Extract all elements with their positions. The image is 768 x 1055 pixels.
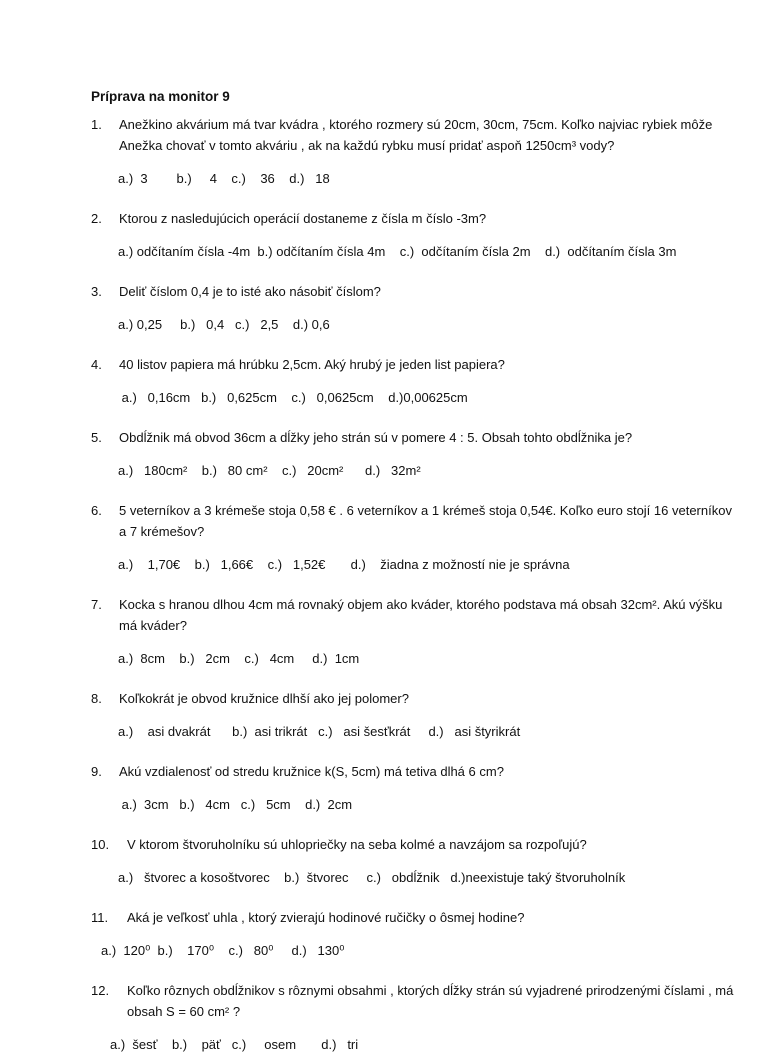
question-number: 3. (91, 284, 102, 299)
answers-3: a.) 0,25 b.) 0,4 c.) 2,5 d.) 0,6 (118, 317, 330, 332)
question-text: Deliť číslom 0,4 je to isté ako násobiť číslom? (119, 284, 381, 299)
question-9 (91, 761, 738, 782)
question-5 (91, 427, 738, 448)
question-number: 10. (91, 837, 110, 852)
answers-8: a.) asi dvakrát b.) asi trikrát c.) asi šesťkrát d.) asi štyrikrát (118, 724, 521, 739)
question-number: 8. (91, 691, 102, 706)
question-text: 40 listov papiera má hrúbku 2,5cm. Aký hrubý je jeden list papiera? (119, 357, 505, 372)
document-title: Príprava na monitor 9 (91, 89, 230, 104)
question-6 (91, 500, 738, 542)
question-text: Obdĺžnik má obvod 36cm a dĺžky jeho strán sú v pomere 4 : 5. Obsah tohto obdĺžnika je? (119, 430, 633, 445)
question-7 (91, 594, 738, 636)
question-number: 11. (91, 910, 109, 925)
question-text: Anežkino akvárium má tvar kvádra , ktorého rozmery sú 20cm, 30cm, 75cm. Koľko najviac rybiek môže Anežka chovať v tomto akváriu , ak na každú rybku musí pridať aspoň 1250cm³ vody? (119, 117, 713, 153)
question-text: Aká je veľkosť uhla , ktorý zvierajú hodinové ručičky o ôsmej hodine? (127, 910, 525, 925)
question-text: Koľkokrát je obvod kružnice dlhší ako jej polomer? (119, 691, 409, 706)
question-4 (91, 354, 738, 375)
answers-9: a.) 3cm b.) 4cm c.) 5cm d.) 2cm (118, 797, 353, 812)
answers-11: a.) 120⁰ b.) 170⁰ c.) 80⁰ d.) 130⁰ (101, 943, 345, 958)
question-text: Kocka s hranou dlhou 4cm má rovnaký objem ako kváder, ktorého podstava má obsah 32cm². Akú výšku má kváder? (119, 597, 723, 633)
answers-1: a.) 3 b.) 4 c.) 36 d.) 18 (118, 171, 330, 186)
answers-5: a.) 180cm² b.) 80 cm² c.) 20cm² d.) 32m² (118, 463, 421, 478)
question-12 (91, 980, 738, 1022)
answers-2: a.) odčítaním čísla -4m b.) odčítaním čísla 4m c.) odčítaním čísla 2m d.) odčítaním čísla 3m (118, 244, 677, 259)
answers-6: a.) 1,70€ b.) 1,66€ c.) 1,52€ d.) žiadna z možností nie je správna (118, 557, 570, 572)
answers-10: a.) štvorec a kosoštvorec b.) štvorec c.) obdĺžnik d.)neexistuje taký štvoruholník (118, 870, 626, 885)
question-3 (91, 281, 738, 302)
question-number: 9. (91, 764, 102, 779)
question-1 (91, 114, 738, 156)
question-number: 12. (91, 983, 110, 998)
answers-7: a.) 8cm b.) 2cm c.) 4cm d.) 1cm (118, 651, 360, 666)
question-number: 7. (91, 597, 102, 612)
question-number: 1. (91, 117, 102, 132)
answers-12: a.) šesť b.) päť c.) osem d.) tri (110, 1037, 359, 1052)
question-2 (91, 208, 738, 229)
question-text: Akú vzdialenosť od stredu kružnice k(S, 5cm) má tetiva dlhá 6 cm? (119, 764, 504, 779)
question-text: 5 veterníkov a 3 krémeše stoja 0,58 € . 6 veterníkov a 1 krémeš stoja 0,54€. Koľko euro stojí 16 veterníkov a 7 krémešov? (119, 503, 732, 539)
question-number: 5. (91, 430, 102, 445)
question-8 (91, 688, 738, 709)
question-11 (91, 907, 738, 928)
question-number: 2. (91, 211, 102, 226)
question-number: 4. (91, 357, 102, 372)
question-text: Koľko rôznych obdĺžnikov s rôznymi obsahmi , ktorých dĺžky strán sú vyjadrené prirodzenými číslami , má obsah S = 60 cm² ? (127, 983, 734, 1019)
question-text: V ktorom štvoruholníku sú uhlopriečky na seba kolmé a navzájom sa rozpoľujú? (127, 837, 587, 852)
question-number: 6. (91, 503, 102, 518)
question-text: Ktorou z nasledujúcich operácií dostaneme z čísla m číslo -3m? (119, 211, 487, 226)
question-10 (91, 834, 738, 855)
answers-4: a.) 0,16cm b.) 0,625cm c.) 0,0625cm d.)0,00625cm (118, 390, 468, 405)
